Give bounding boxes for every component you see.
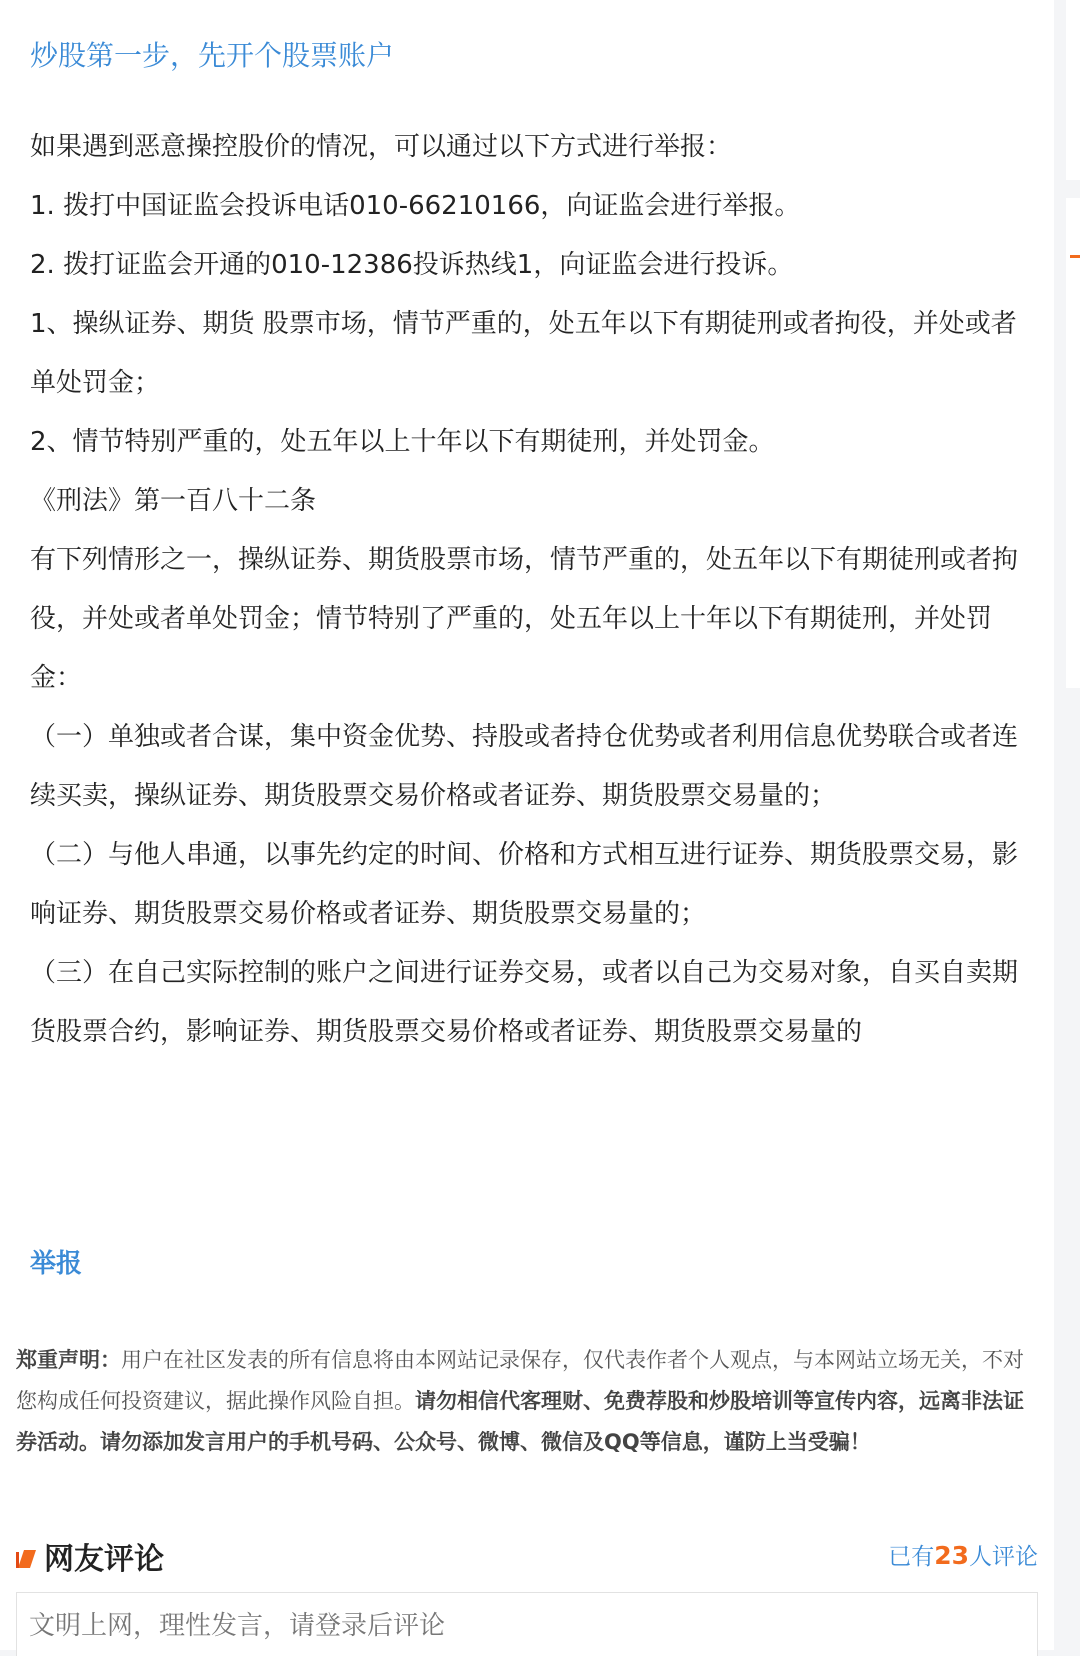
disclaimer (16, 1340, 1036, 1463)
article-paragraph: 2、情节特别严重的，处五年以上十年以下有期徒刑，并处罚金。 (30, 427, 775, 457)
article-paragraph: 如果遇到恶意操控股价的情况，可以通过以下方式进行举报： (30, 132, 733, 162)
open-account-link[interactable]: 炒股第一步，先开个股票账户 (30, 39, 395, 72)
article-paragraph: （三）在自己实际控制的账户之间进行证券交易，或者以自己为交易对象，自买自卖期货股票合约，影响证券、期货股票交易价格或者证券、期货股票交易量的 (30, 958, 1019, 1047)
article-body (30, 118, 1030, 1062)
comments-title: 网友评论 (44, 1542, 164, 1577)
comment-count-link[interactable] (888, 1538, 1038, 1571)
flag-icon (16, 1548, 36, 1568)
disclaimer-text: 用户在社区发表的所有信息将由本网站记录保存，仅代表作者个人观点，与本网站立场无关，不对您构成任何投资建议，据此操作风险自担。 (16, 1348, 1024, 1413)
article-paragraph: 1. 拨打中国证监会投诉电话010-66210166，向证监会进行举报。 (30, 191, 801, 221)
side-card (1066, 198, 1080, 688)
disclaimer-label: 郑重声明： (16, 1348, 121, 1372)
side-accent-mark (1070, 255, 1080, 258)
comment-count-prefix: 已有 (888, 1544, 935, 1570)
article-paragraph: （一）单独或者合谋，集中资金优势、持股或者持仓优势或者利用信息优势联合或者连续买卖，操纵证券、期货股票交易价格或者证券、期货股票交易量的； (30, 722, 1019, 811)
article-paragraph: 2. 拨打证监会开通的010-12386投诉热线1，向证监会进行投诉。 (30, 250, 794, 280)
side-card (1066, 0, 1080, 180)
article-paragraph: （二）与他人串通，以事先约定的时间、价格和方式相互进行证券、期货股票交易，影响证券、期货股票交易价格或者证券、期货股票交易量的； (30, 840, 1019, 929)
article-paragraph: 《刑法》第一百八十二条 (30, 486, 317, 516)
article-paragraph: 1、操纵证券、期货 股票市场，情节严重的，处五年以下有期徒刑或者拘役，并处或者单处罚金； (30, 309, 1017, 398)
comment-input[interactable]: 文明上网，理性发言，请登录后评论 (16, 1592, 1038, 1656)
report-link[interactable]: 举报 (30, 1249, 83, 1279)
comments-header (16, 1530, 1038, 1580)
comment-count-suffix: 人评论 (969, 1544, 1038, 1570)
article-paragraph: 有下列情形之一，操纵证券、期货股票市场，情节严重的，处五年以下有期徒刑或者拘役，并处或者单处罚金；情节特别了严重的，处五年以上十年以下有期徒刑，并处罚金： (30, 545, 1019, 693)
disclaimer-warning: 请勿相信代客理财、免费荐股和炒股培训等宣传内容，远离非法证券活动。请勿添加发言用户的手机号码、公众号、微博、微信及QQ等信息，谨防上当受骗！ (16, 1389, 1024, 1454)
comment-count-number: 23 (934, 1541, 969, 1570)
